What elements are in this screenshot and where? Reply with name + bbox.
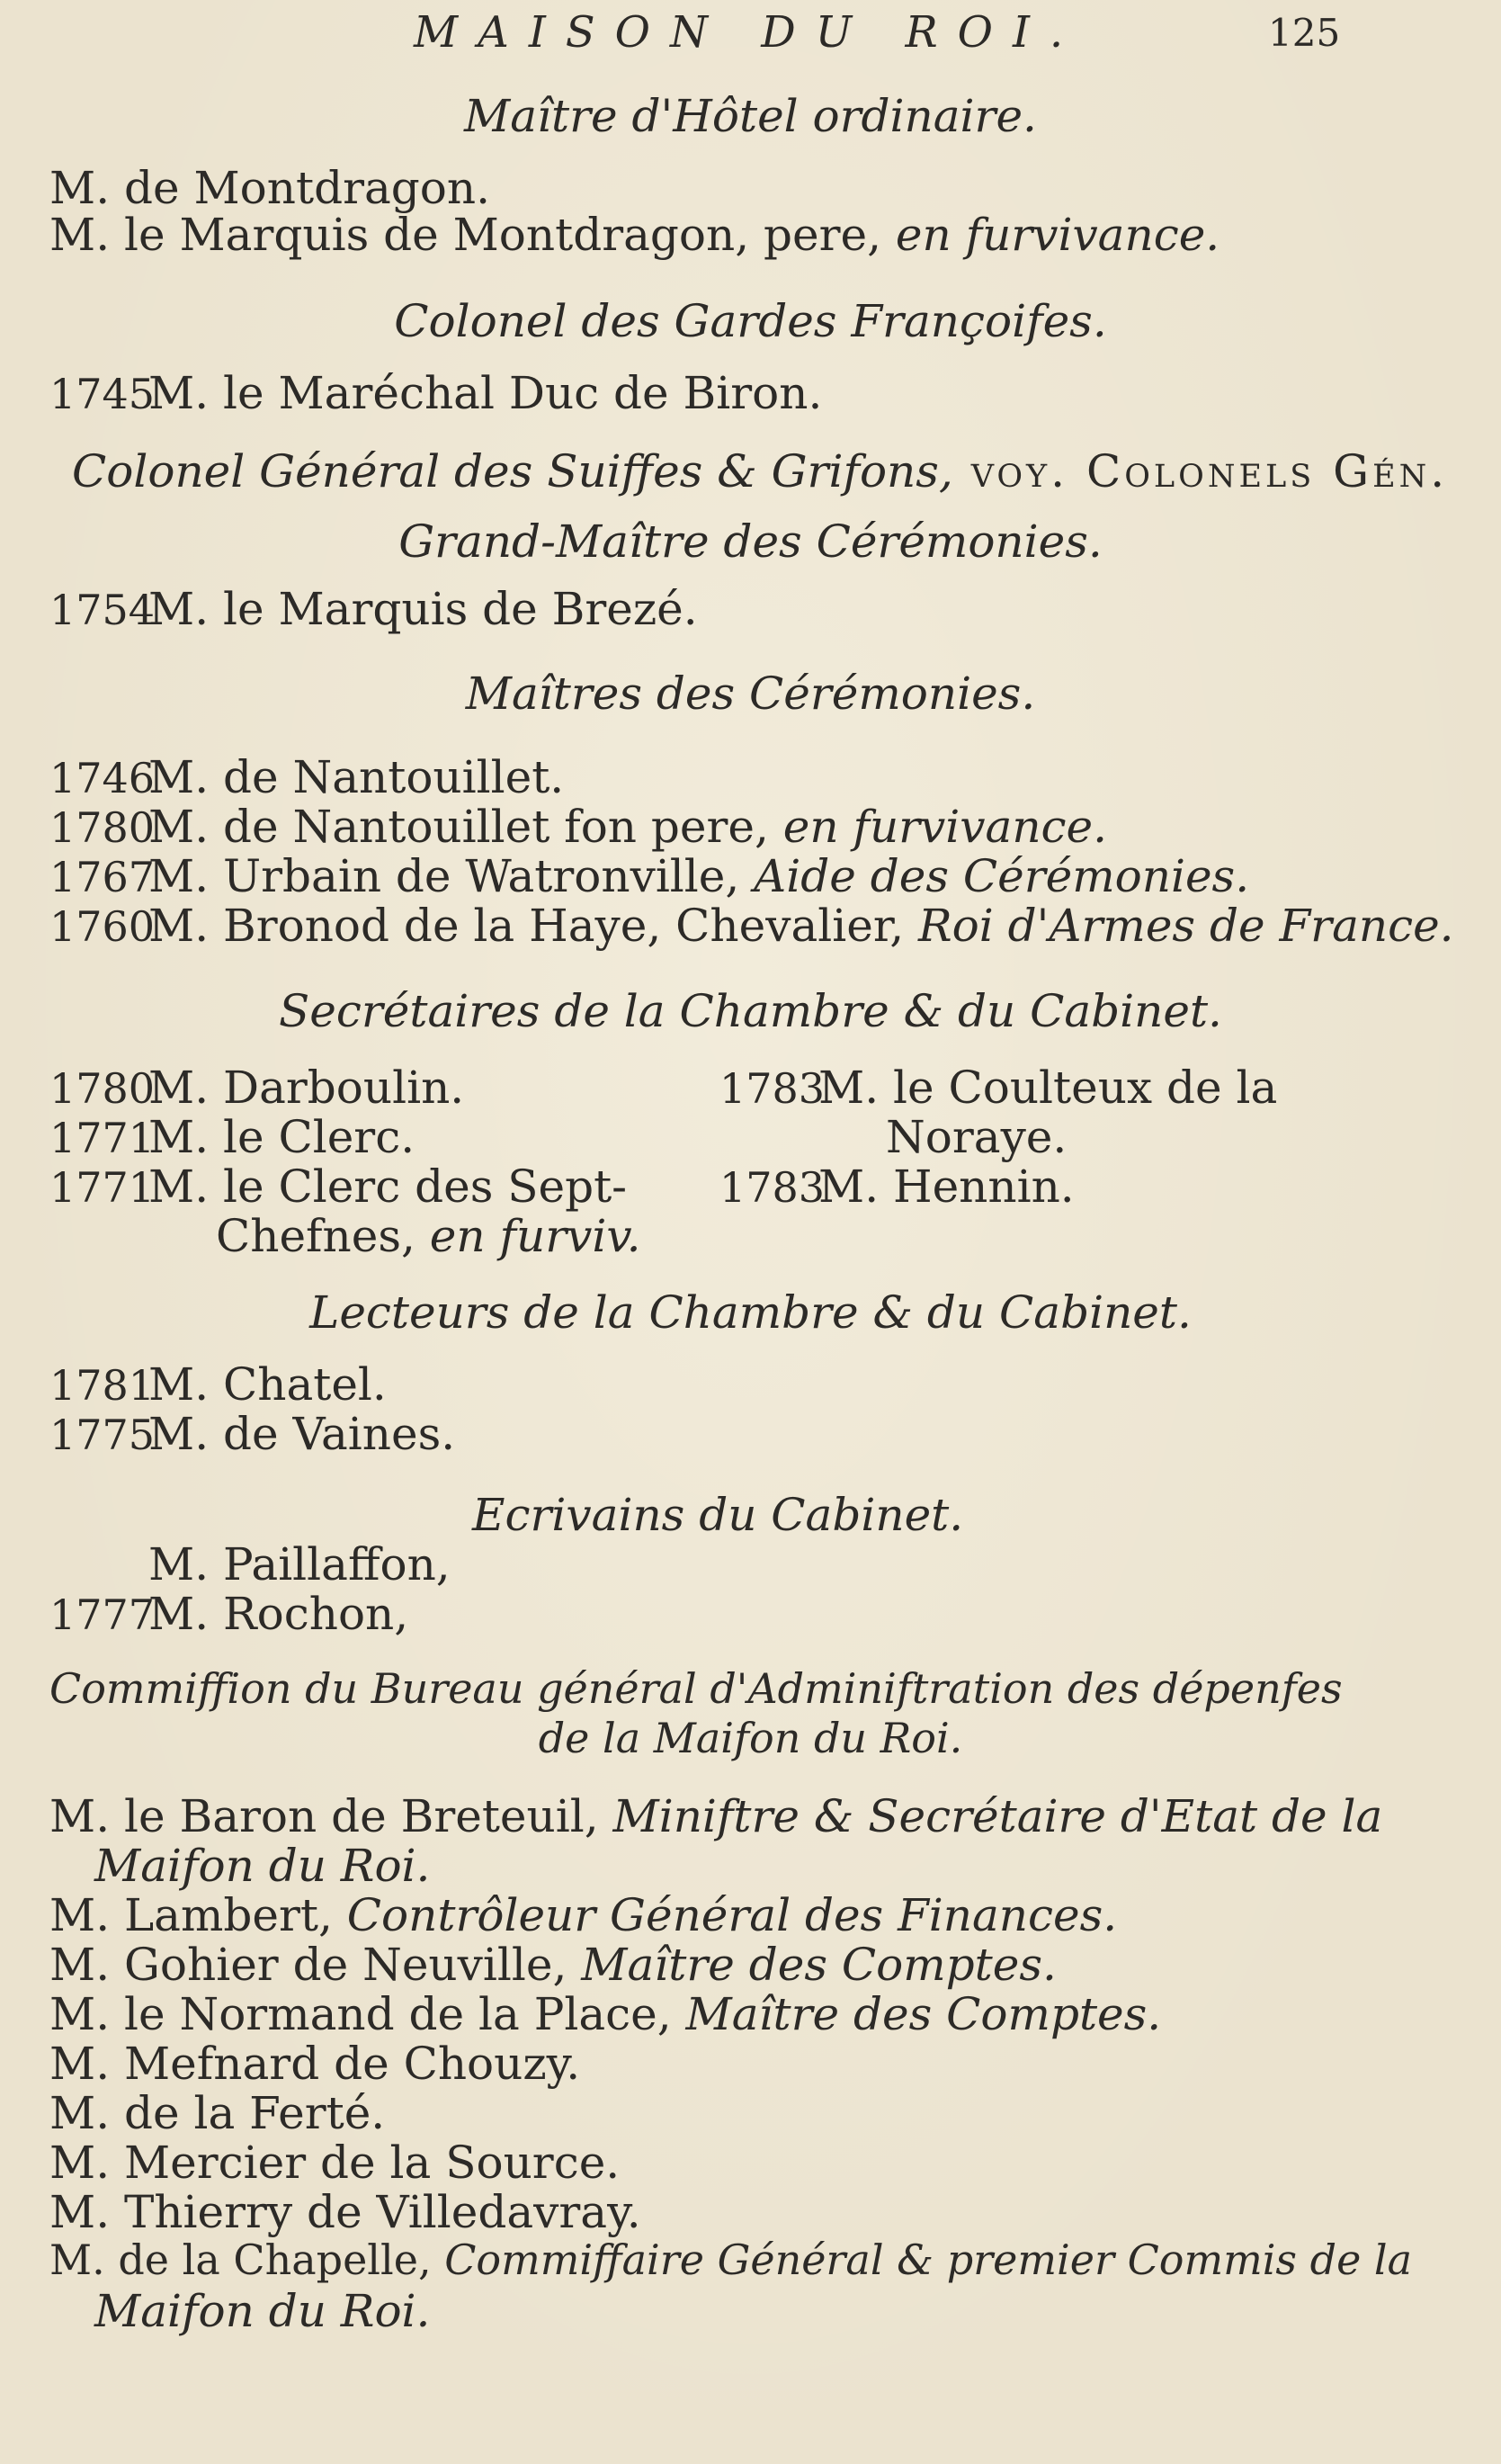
entry-thierry: M. Thierry de Villedavray.: [49, 2186, 641, 2238]
section-title-maitres-ceremonies: Maîtres des Cérémonies.: [465, 668, 1036, 720]
section-title-ecrivains: Ecrivains du Cabinet.: [472, 1489, 964, 1541]
entry-chapelle: M. de la Chapelle, Commiffaire Général & premier Commis de la: [49, 2236, 1413, 2284]
entry-montdragon: M. de Montdragon.: [49, 162, 490, 214]
section-title-lecteurs: Lecteurs de la Chambre & du Cabinet.: [309, 1286, 1192, 1339]
running-header: MAISON DU ROI.: [414, 7, 1084, 58]
entry-gohier: M. Gohier de Neuville, Maître des Comptes.: [49, 1939, 1057, 1991]
entry-ferte: M. de la Ferté.: [49, 2087, 386, 2139]
entry-le-clerc: 1771M. le Clerc.: [49, 1111, 415, 1163]
entry-watronville: 1767M. Urbain de Watronville, Aide des Cérémonies.: [49, 850, 1250, 902]
entry-le-coulteux: 1783M. le Coulteux de la: [719, 1062, 1278, 1114]
entry-chatel: 1781M. Chatel.: [49, 1358, 387, 1411]
section-title-grand-maitre: Grand-Maître des Cérémonies.: [398, 515, 1103, 568]
entry-biron: 1745M. le Maréchal Duc de Biron.: [49, 367, 823, 419]
section-title-maitre-hotel: Maître d'Hôtel ordinaire.: [464, 90, 1037, 142]
entry-bronod: 1760M. Bronod de la Haye, Chevalier, Roi d'Armes de France.: [49, 900, 1454, 952]
entry-hennin: 1783M. Hennin.: [719, 1160, 1075, 1213]
entry-le-clerc-sept-chefnes: 1771M. le Clerc des Sept-: [49, 1160, 628, 1213]
entry-le-clerc-continuation: Chefnes, en furviv.: [216, 1210, 641, 1262]
entry-nantouillet-pere: 1780M. de Nantouillet fon pere, en furvivance.: [49, 801, 1108, 853]
section-title-colonel-gardes: Colonel des Gardes Françoifes.: [394, 295, 1107, 347]
entry-chapelle-cont: Maifon du Roi.: [94, 2285, 431, 2337]
section-title-commission: Commiffion du Bureau général d'Adminiftration des dépenfes: [49, 1664, 1343, 1713]
section-title-secretaires: Secrétaires de la Chambre & du Cabinet.: [279, 985, 1222, 1037]
entry-marquis-montdragon: M. le Marquis de Montdragon, pere, en furvivance.: [49, 209, 1220, 261]
page-number: 125: [1268, 11, 1341, 55]
entry-rochon: 1777M. Rochon,: [49, 1588, 409, 1640]
entry-noraye: Noraye.: [886, 1111, 1068, 1163]
entry-darboulin: 1780M. Darboulin.: [49, 1062, 465, 1114]
entry-le-normand: M. le Normand de la Place, Maître des Comptes.: [49, 1988, 1162, 2040]
entry-nantouillet: 1746M. de Nantouillet.: [49, 751, 565, 803]
entry-breteuil-cont: Maifon du Roi.: [94, 1840, 431, 1892]
entry-lambert: M. Lambert, Contrôleur Général des Finances.: [49, 1889, 1118, 1941]
entry-paillasson: M. Paillaffon,: [148, 1538, 451, 1590]
entry-mercier: M. Mercier de la Source.: [49, 2137, 621, 2189]
entry-breteuil: M. le Baron de Breteuil, Miniftre & Secrétaire d'Etat de la: [49, 1790, 1383, 1842]
entry-breze: 1754M. le Marquis de Brezé.: [49, 583, 698, 635]
entry-vaines: 1775M. de Vaines.: [49, 1408, 456, 1460]
section-colonel-suisses: Colonel Général des Suiffes & Grifons, voy. Colonels Gén.: [72, 445, 1449, 497]
section-title-commission-line2: de la Maifon du Roi.: [538, 1714, 963, 1762]
entry-mesnard: M. Mefnard de Chouzy.: [49, 2038, 581, 2090]
